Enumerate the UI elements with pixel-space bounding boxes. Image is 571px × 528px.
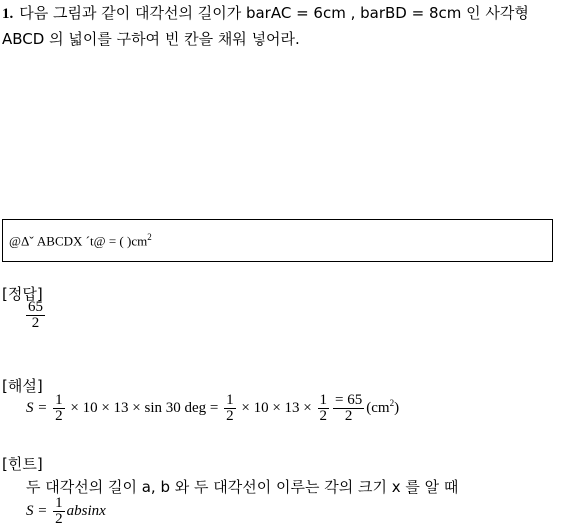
answer-box-prefix: @Δˇ ABCDX ´t@ = ( )cm bbox=[9, 233, 148, 249]
fraction-denominator: 2 bbox=[344, 408, 353, 424]
fraction-numerator: 1 bbox=[226, 392, 234, 408]
solution-label: [해설] bbox=[2, 377, 43, 395]
fraction-denominator: 2 bbox=[319, 408, 328, 424]
question-line-2: ABCD 의 넓이를 구하여 빈 칸을 채워 넣어라. bbox=[2, 30, 300, 48]
question-number: 1. bbox=[2, 6, 14, 22]
hint-label: [힌트] bbox=[2, 455, 43, 473]
answer-denominator: 2 bbox=[31, 315, 40, 331]
answer-box-text bbox=[9, 232, 152, 249]
hint-formula bbox=[26, 496, 106, 527]
solution-fraction-4 bbox=[333, 393, 364, 424]
solution-lhs: S = bbox=[26, 399, 48, 416]
solution-unit-exponent: 2 bbox=[389, 397, 395, 408]
solution-middle-1: × 10 × 13 × sin 30 deg = bbox=[70, 399, 219, 416]
fraction-denominator: 2 bbox=[226, 408, 234, 424]
hint-formula-lhs: S = bbox=[26, 502, 48, 519]
solution-unit-close: ) bbox=[394, 399, 400, 416]
solution-middle-2: × 10 × 13 × bbox=[241, 399, 312, 416]
fraction-numerator: 1 bbox=[55, 495, 63, 511]
hint-text: 두 대각선의 길이 a, b 와 두 대각선이 이루는 각의 크기 x 를 알 때 bbox=[26, 478, 459, 496]
fraction-numerator: 1 bbox=[319, 392, 328, 408]
fraction-denominator: 2 bbox=[55, 511, 63, 527]
answer-numerator: 65 bbox=[28, 299, 43, 315]
hint-fraction bbox=[53, 496, 65, 527]
answer-fraction bbox=[26, 300, 45, 331]
hint-formula-rhs: absinx bbox=[66, 502, 106, 519]
answer-value bbox=[24, 300, 47, 331]
fraction-denominator: 2 bbox=[55, 408, 63, 424]
solution-fraction-3 bbox=[318, 393, 330, 424]
solution-equation bbox=[26, 393, 399, 424]
fraction-numerator: 1 bbox=[55, 392, 63, 408]
question-line-1 bbox=[2, 2, 529, 23]
answer-box-exponent: 2 bbox=[147, 232, 152, 242]
solution-fraction-1 bbox=[53, 393, 65, 424]
answer-label: [정답] bbox=[2, 285, 43, 303]
answer-box bbox=[2, 219, 553, 262]
question-text-1: 다음 그림과 같이 대각선의 길이가 barAC = 6cm , barBD = 8cm 인 사각형 bbox=[19, 4, 529, 22]
fraction-numerator: = 65 bbox=[335, 392, 363, 408]
solution-fraction-2 bbox=[224, 393, 236, 424]
solution-unit: (cm bbox=[366, 399, 390, 416]
